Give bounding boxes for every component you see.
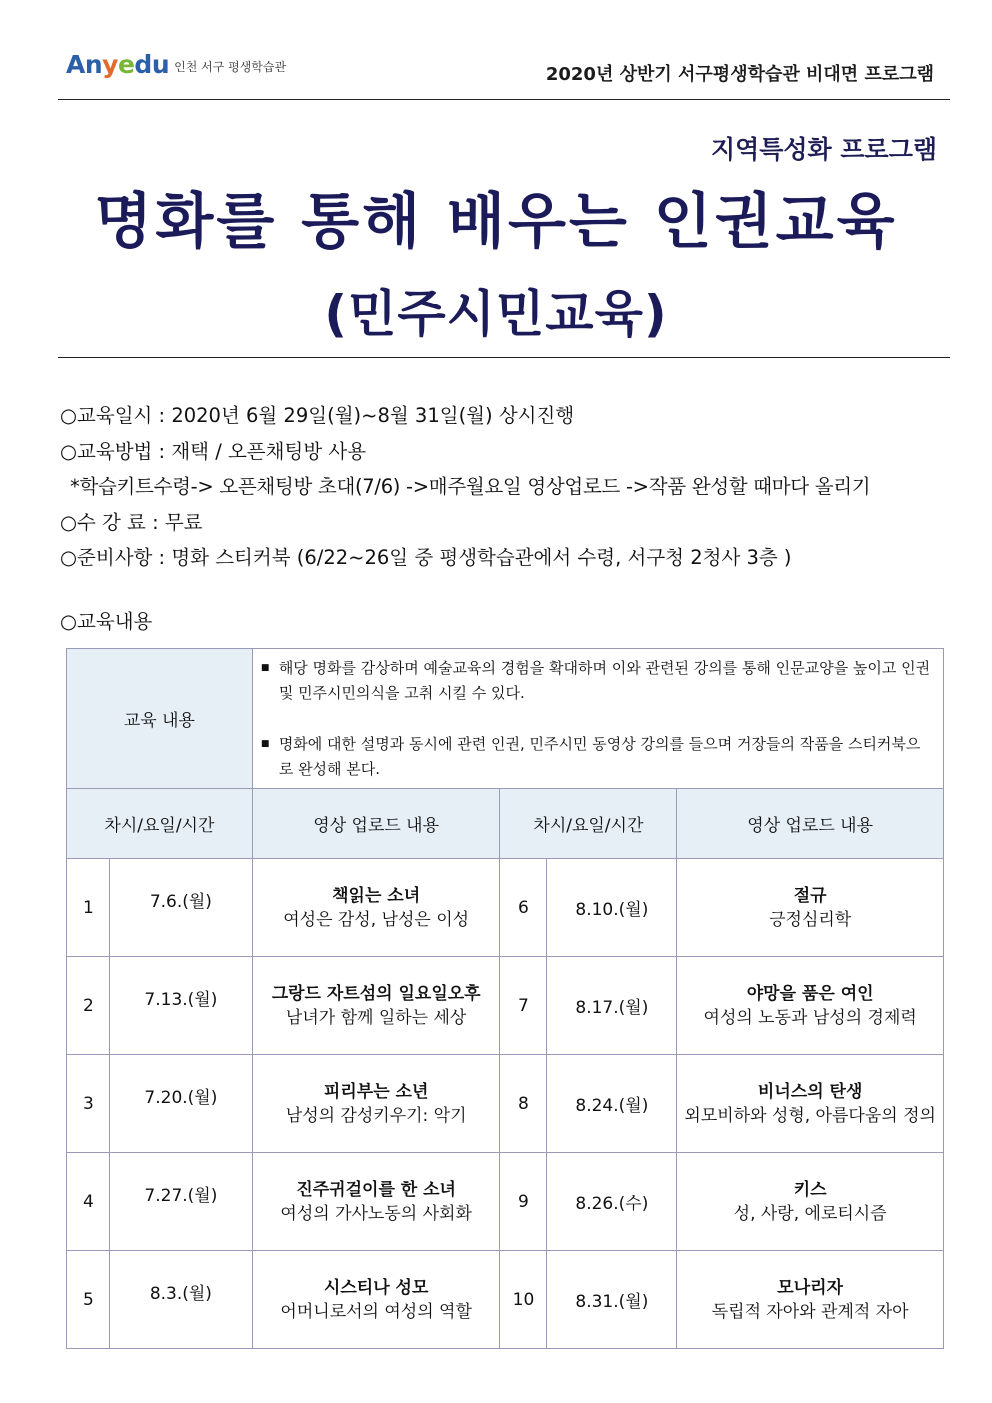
session-date: 8.31.(월) [547, 1251, 677, 1349]
session-content [677, 1153, 944, 1251]
description-text: 해당 명화를 감상하며 예술교육의 경험을 확대하며 이와 관련된 강의를 통해 인문교양을 높이고 인권 및 민주시민의식을 고취 시킬 수 있다. [278, 658, 931, 702]
page-title: 명화를 통해 배우는 인권교육 [94, 187, 898, 257]
session-number: 1 [67, 859, 110, 957]
curriculum-table [66, 648, 944, 1349]
lecture-topic: 어머니로서의 여성의 역할 [280, 1301, 472, 1322]
table-header-row [67, 789, 944, 859]
session-content [252, 1153, 500, 1251]
page-header [58, 44, 950, 100]
session-date: 8.24.(월) [547, 1055, 677, 1153]
info-method-note: *학습키트수령-> 오픈채팅방 초대(7/6) ->매주월요일 영상업로드 ->작품 완성할 때마다 올리기 [70, 475, 871, 498]
artwork-title: 야망을 품은 여인 [746, 983, 874, 1004]
session-content [677, 859, 944, 957]
session-date: 7.13.(월) [109, 957, 252, 1055]
session-content [252, 957, 500, 1055]
column-header-content: 영상 업로드 내용 [252, 789, 500, 859]
artwork-title: 절규 [793, 885, 827, 906]
description-text: 명화에 대한 설명과 동시에 관련 인권, 민주시민 동영상 강의를 들으며 거장들의 작품을 스티커북으로 완성해 본다. [278, 734, 921, 778]
square-bullet-icon: ■ [260, 738, 270, 749]
table-row [67, 957, 944, 1055]
description-bullet [261, 656, 933, 706]
artwork-title: 키스 [793, 1179, 827, 1200]
column-header-content: 영상 업로드 내용 [677, 789, 944, 859]
lecture-topic: 여성의 가사노동의 사회화 [280, 1203, 472, 1224]
square-bullet-icon: ■ [260, 662, 270, 673]
info-prep: ○준비사항 : 명화 스티커북 (6/22~26일 중 평생학습관에서 수령, 서구청 2청사 3층 ) [60, 546, 792, 569]
lecture-topic: 성, 사랑, 에로티시즘 [733, 1203, 887, 1224]
column-header-session: 차시/요일/시간 [500, 789, 677, 859]
description-label: 교육 내용 [67, 649, 253, 789]
table-row [67, 1153, 944, 1251]
session-date: 7.27.(월) [109, 1153, 252, 1251]
session-number: 7 [500, 957, 547, 1055]
session-number: 10 [500, 1251, 547, 1349]
session-date: 8.3.(월) [109, 1251, 252, 1349]
title-divider [58, 357, 950, 358]
session-date: 8.17.(월) [547, 957, 677, 1055]
program-category: 지역특성화 프로그램 [710, 135, 937, 164]
artwork-title: 시스티나 성모 [323, 1277, 429, 1298]
artwork-title: 진주귀걸이를 한 소녀 [296, 1179, 456, 1200]
artwork-title: 피리부는 소년 [323, 1081, 429, 1102]
lecture-topic: 독립적 자아와 관계적 자아 [711, 1301, 909, 1322]
session-date: 7.20.(월) [109, 1055, 252, 1153]
lecture-topic: 여성은 감성, 남성은 이성 [283, 909, 470, 930]
program-info [60, 398, 960, 576]
artwork-title: 비너스의 탄생 [757, 1081, 863, 1102]
page-title-sub: (민주시민교육) [324, 285, 668, 343]
anyedu-logo [66, 52, 286, 77]
description-bullet [261, 732, 933, 782]
info-fee: ○수 강 료 : 무료 [60, 510, 203, 534]
session-number: 3 [67, 1055, 110, 1153]
session-number: 6 [500, 859, 547, 957]
session-content [252, 1055, 500, 1153]
table-row [67, 1251, 944, 1349]
lecture-topic: 긍정심리학 [769, 909, 852, 930]
session-number: 5 [67, 1251, 110, 1349]
session-date: 8.10.(월) [547, 859, 677, 957]
table-row [67, 1055, 944, 1153]
lecture-topic: 남성의 감성키우기: 악기 [285, 1105, 467, 1126]
lecture-topic: 남녀가 함께 일하는 세상 [285, 1007, 467, 1028]
artwork-title: 모나리자 [777, 1277, 843, 1298]
session-content [677, 1055, 944, 1153]
session-date: 8.26.(수) [547, 1153, 677, 1251]
logo-mark: Anyedu [66, 50, 170, 79]
column-header-session: 차시/요일/시간 [67, 789, 253, 859]
session-number: 8 [500, 1055, 547, 1153]
section-heading: ○교육내용 [60, 610, 153, 633]
session-content [252, 859, 500, 957]
description-cell [252, 649, 943, 789]
session-content [252, 1251, 500, 1349]
lecture-topic: 외모비하와 성형, 아름다움의 정의 [684, 1105, 936, 1126]
lecture-topic: 여성의 노동과 남성의 경제력 [703, 1007, 917, 1028]
session-content [677, 957, 944, 1055]
artwork-title: 책읽는 소녀 [332, 885, 421, 906]
table-row [67, 859, 944, 957]
info-date: ○교육일시 : 2020년 6월 29일(월)~8월 31일(월) 상시진행 [60, 404, 575, 427]
info-method: ○교육방법 : 재택 / 오픈채팅방 사용 [60, 439, 367, 463]
session-content [677, 1251, 944, 1349]
session-number: 9 [500, 1153, 547, 1251]
header-title: 2020년 상반기 서구평생학습관 비대면 프로그램 [545, 64, 934, 85]
description-row [67, 649, 944, 789]
session-number: 2 [67, 957, 110, 1055]
session-date: 7.6.(월) [109, 859, 252, 957]
artwork-title: 그랑드 자트섬의 일요일오후 [271, 983, 481, 1004]
logo-subtitle: 인천 서구 평생학습관 [174, 60, 287, 74]
session-number: 4 [67, 1153, 110, 1251]
